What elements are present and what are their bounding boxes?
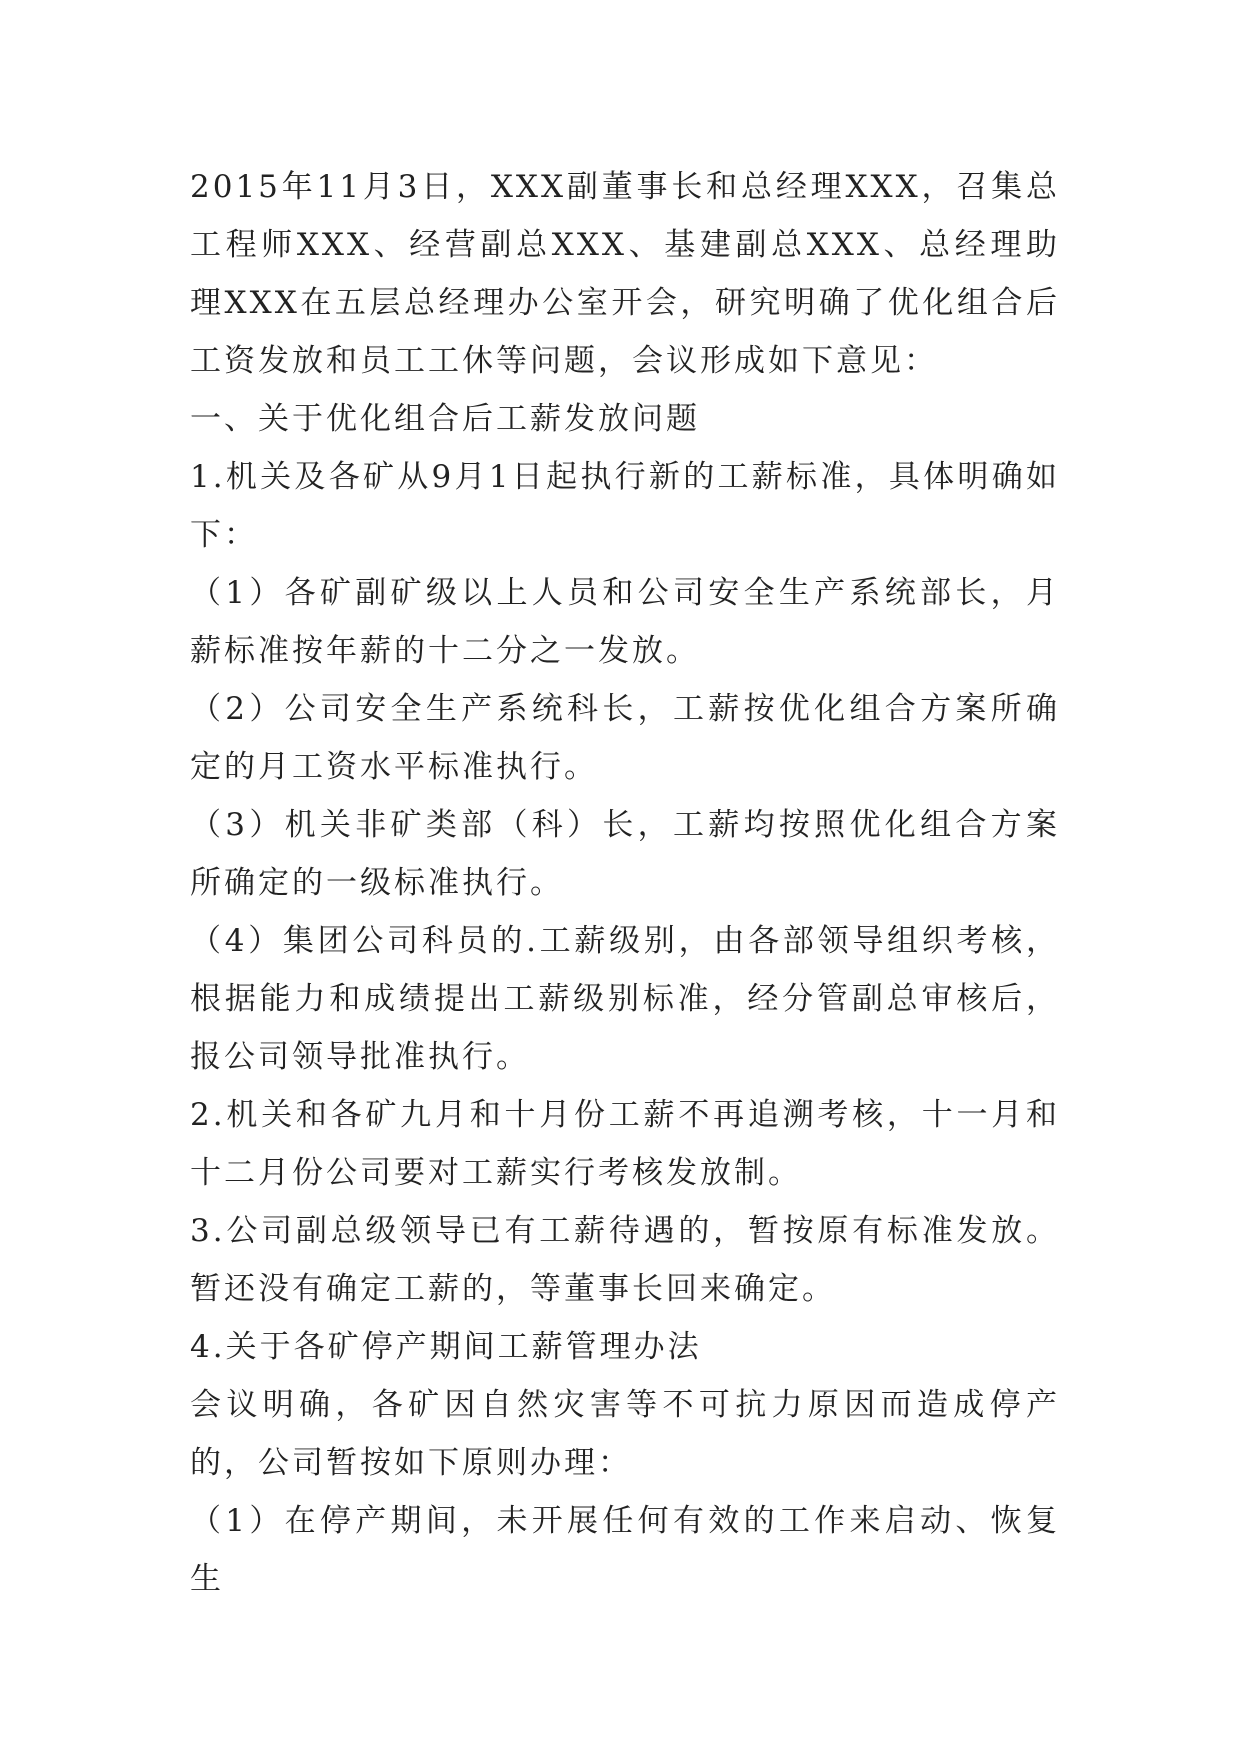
document-body	[190, 158, 1060, 1608]
subitem-1-2: （2）公司安全生产系统科长，工薪按优化组合方案所确定的月工资水平标准执行。	[190, 691, 1060, 785]
paragraph-meeting-intro: 2015年11月3日，XXX副董事长和总经理XXX，召集总工程师XXX、经营副总XXX、基建副总XXX、总经理助理XXX在五层总经理办公室开会，研究明确了优化组合后工资发放和员工工休等问题，会议形成如下意见：	[190, 169, 1060, 379]
item-1: 1.机关及各矿从9月1日起执行新的工薪标准，具体明确如下：	[190, 459, 1060, 553]
subitem-1-1: （1）各矿副矿级以上人员和公司安全生产系统部长，月薪标准按年薪的十二分之一发放。	[190, 575, 1060, 669]
item-2: 2.机关和各矿九月和十月份工薪不再追溯考核，十一月和十二月份公司要对工薪实行考核发放制。	[190, 1097, 1060, 1191]
item-4: 4.关于各矿停产期间工薪管理办法	[190, 1329, 702, 1365]
subitem-1-4: （4）集团公司科员的.工薪级别，由各部领导组织考核，根据能力和成绩提出工薪级别标准，经分管副总审核后，报公司领导批准执行。	[190, 923, 1060, 1075]
paragraph-meeting-decision: 会议明确，各矿因自然灾害等不可抗力原因而造成停产的，公司暂按如下原则办理：	[190, 1387, 1060, 1481]
section-heading-1: 一、关于优化组合后工薪发放问题	[190, 401, 700, 437]
item-3: 3.公司副总级领导已有工薪待遇的，暂按原有标准发放。暂还没有确定工薪的，等董事长回来确定。	[190, 1213, 1060, 1307]
subitem-1-3: （3）机关非矿类部（科）长，工薪均按照优化组合方案所确定的一级标准执行。	[190, 807, 1060, 901]
subitem-4-1: （1）在停产期间，未开展任何有效的工作来启动、恢复生	[190, 1503, 1060, 1597]
